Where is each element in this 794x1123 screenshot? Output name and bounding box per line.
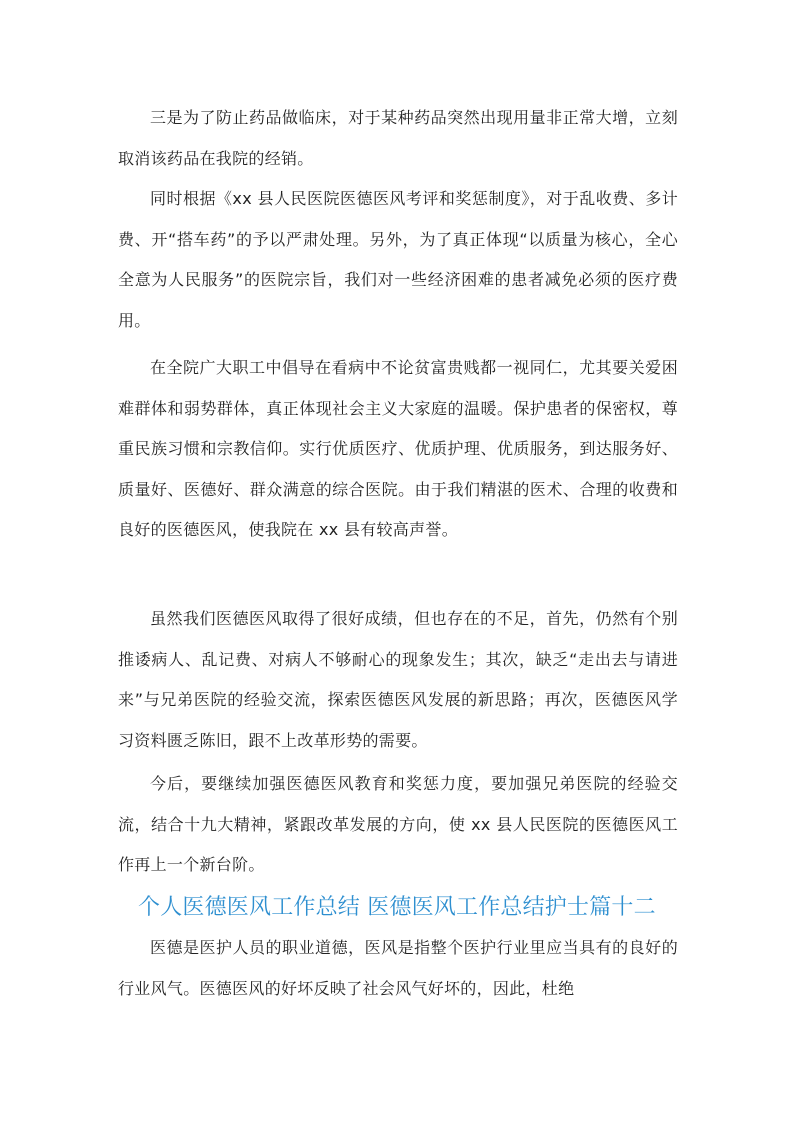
body-paragraph: 虽然我们医德医风取得了很好成绩，但也存在的不足，首先，仍然有个别推诿病人、乱记费、对病人不够耐心的现象发生；其次，缺乏“走出去与请进来”与兄弟医院的经验交流，探索医德医风发展的新思路；再次，医德医风学习资料匮乏陈旧，跟不上改革形势的需要。 <box>118 609 678 750</box>
body-paragraph: 在全院广大职工中倡导在看病中不论贫富贵贱都一视同仁，尤其要关爱困难群体和弱势群体，真正体现社会主义大家庭的温暖。保护患者的保密权，尊重民族习惯和宗教信仰。实行优质医疗、优质护理、优质服务，到达服务好、质量好、医德好、群众满意的综合医院。由于我们精湛的医术、合理的收费和良好的医德医风，使我院在 xx 县有较高声誉。 <box>118 358 678 539</box>
body-paragraph: 今后，要继续加强医德医风教育和奖惩力度，要加强兄弟医院的经验交流，结合十九大精神，紧跟改革发展的方向，使 xx 县人民医院的医德医风工作再上一个新台阶。 <box>118 774 678 874</box>
body-paragraph: 同时根据《xx 县人民医院医德医风考评和奖惩制度》，对于乱收费、多计费、开“搭车药”的予以严肃处理。另外，为了真正体现“以质量为核心，全心全意为人民服务”的医院宗旨，我们对一些经济困难的患者减免必须的医疗费用。 <box>118 189 678 330</box>
body-paragraph: 三是为了防止药品做临床，对于某种药品突然出现用量非正常大增，立刻取消该药品在我院的经销。 <box>118 108 678 168</box>
section-heading: 个人医德医风工作总结 医德医风工作总结护士篇十二 <box>138 895 656 920</box>
body-paragraph: 医德是医护人员的职业道德，医风是指整个医护行业里应当具有的良好的行业风气。医德医风的好坏反映了社会风气好坏的，因此，杜绝 <box>118 938 678 998</box>
